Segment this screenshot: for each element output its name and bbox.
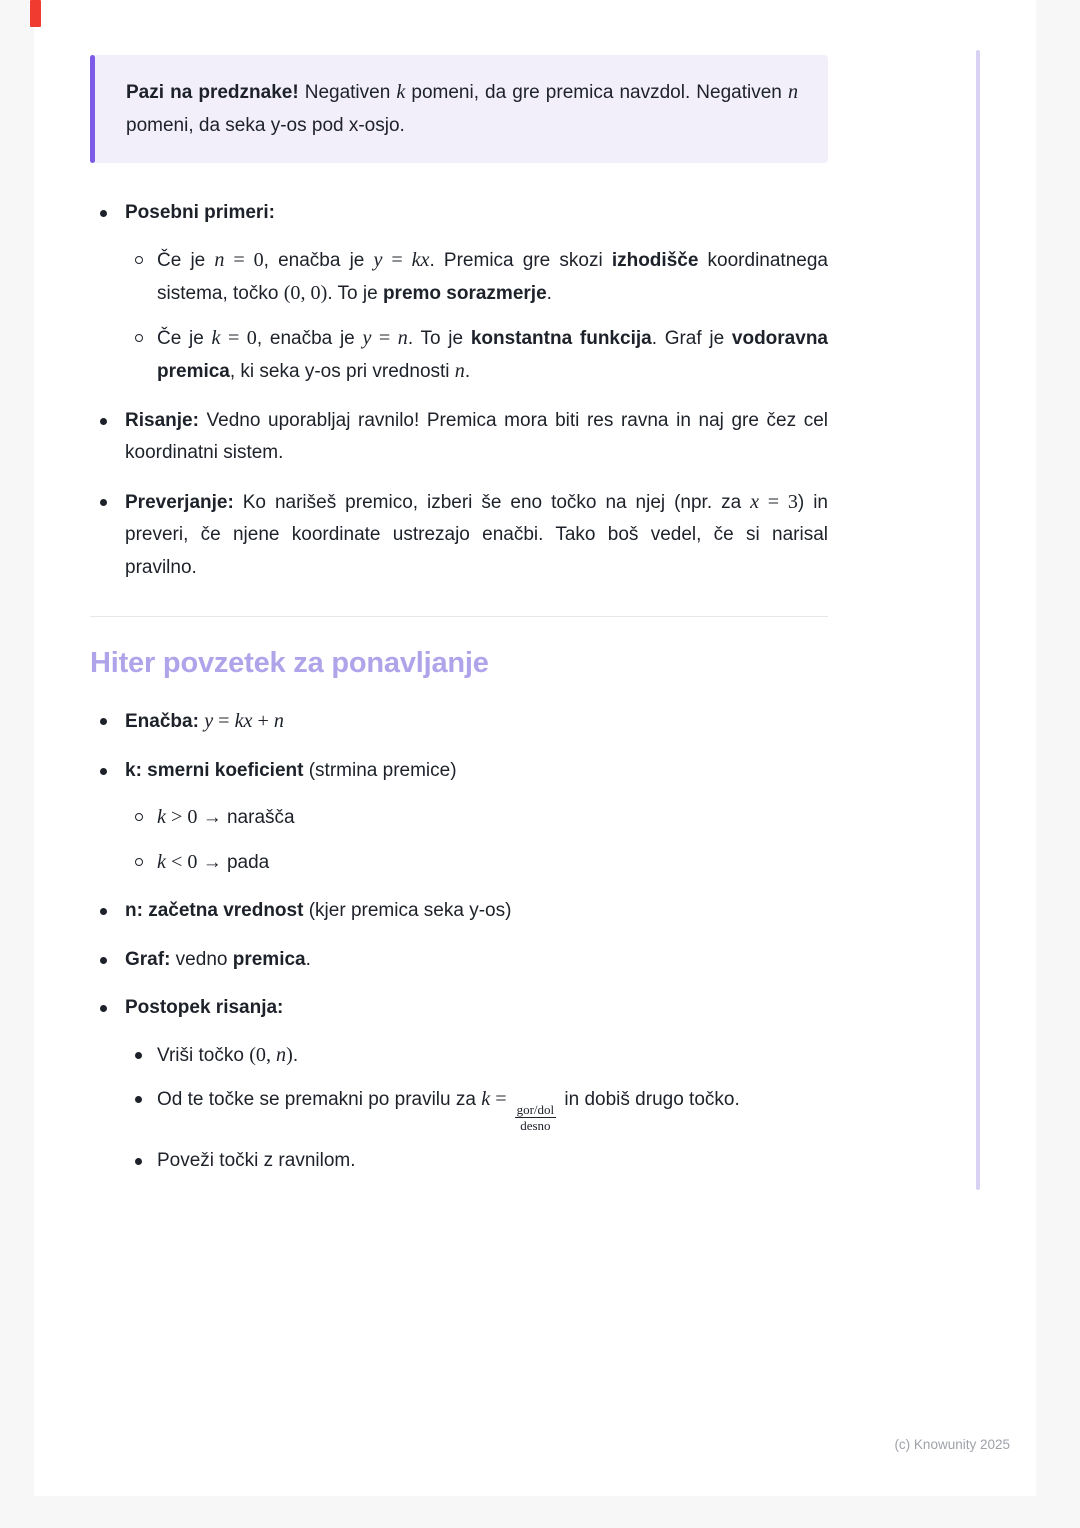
callout-segment: Negativen <box>298 82 397 103</box>
bullet-icon <box>100 718 107 725</box>
circle-bullet-icon <box>135 813 143 821</box>
item-label: Risanje: <box>125 409 199 431</box>
math-expr: > 0 <box>165 806 198 828</box>
list-item-smerni-koeficient <box>90 755 828 880</box>
math-var: n <box>787 81 798 103</box>
item-label: Graf: <box>125 948 171 970</box>
vertical-accent-line <box>976 50 980 1190</box>
footer-credit: (c) Knowunity 2025 <box>894 1437 1010 1452</box>
math-var: k <box>211 326 221 349</box>
item-label: Postopek risanja: <box>125 997 284 1018</box>
red-bookmark-marker <box>30 0 41 27</box>
text-segment: → pada <box>197 851 270 873</box>
text-segment: (strmina premice) <box>303 759 457 781</box>
math-expr: = <box>490 1088 512 1110</box>
callout-bold: Pazi na predznake! <box>126 82 299 103</box>
fraction-numerator: gor/dol <box>516 1102 555 1117</box>
section-divider <box>90 616 828 617</box>
list-item-postopek-risanja <box>90 992 828 1177</box>
math-var: k <box>157 806 166 828</box>
text-segment: Poveži točki z ravnilom. <box>157 1149 356 1171</box>
list-item-enacba <box>90 705 828 739</box>
callout-accent-bar <box>90 55 95 163</box>
text-segment: . Premica gre skozi <box>429 249 612 271</box>
math-var: n <box>273 710 284 732</box>
fraction-denominator: desno <box>520 1118 551 1134</box>
text-segment: . <box>464 361 471 382</box>
document-content <box>90 55 828 1193</box>
text-segment: , enačba je <box>256 327 363 349</box>
text-segment: , enačba je <box>263 249 374 271</box>
sub-item-k-manjsi-0 <box>125 846 828 880</box>
math-var: k <box>396 81 406 103</box>
list-item-zacetna-vrednost <box>90 895 828 928</box>
text-segment: Ko narišeš premico, izberi še eno točko na njej (npr. za <box>233 491 751 513</box>
text-segment: Če je <box>157 327 212 349</box>
list-item-posebni-primeri <box>90 197 828 389</box>
math-var: k <box>157 850 166 873</box>
math-expr: ) <box>286 1043 293 1066</box>
summary-heading: Hiter povzetek za ponavljanje <box>90 647 489 679</box>
warning-callout <box>90 55 828 163</box>
sub-item-text <box>157 1145 828 1178</box>
math-expr: < 0 <box>165 850 198 873</box>
item-label: k: smerni koeficient <box>125 759 304 781</box>
circle-bullet-icon <box>135 256 143 264</box>
math-expr: = 3 <box>759 490 798 513</box>
bullet-icon <box>100 1005 107 1012</box>
math-expr: = <box>213 710 235 732</box>
bullet-icon <box>100 768 107 775</box>
list-item-preverjanje <box>90 486 828 585</box>
sub-item-text <box>157 244 828 311</box>
bullet-icon <box>100 418 107 425</box>
math-var: n <box>454 360 465 382</box>
circle-bullet-icon <box>135 858 143 866</box>
math-var: y <box>204 710 214 732</box>
sub-item-text <box>157 846 828 880</box>
text-segment: . To je <box>407 327 471 349</box>
math-var: n <box>276 1043 287 1066</box>
list-item-text <box>125 992 828 1025</box>
bullet-icon <box>100 210 107 217</box>
sub-item-text <box>157 1039 828 1073</box>
text-segment: , ki seka y-os pri vrednosti <box>229 361 455 382</box>
fraction <box>515 1102 557 1134</box>
bold-segment: premica <box>232 948 306 970</box>
callout-text <box>126 76 798 142</box>
text-segment: . <box>305 948 311 970</box>
callout-segment: pomeni, da gre premica navzdol. Negativen <box>405 82 788 103</box>
item-label: n: začetna vrednost <box>125 900 304 921</box>
math-var: kx <box>234 710 253 732</box>
bullet-icon <box>135 1158 142 1165</box>
text-segment: (kjer premica seka y-os) <box>303 900 512 921</box>
sub-item-text <box>157 322 828 389</box>
sub-item-n-enaka-0 <box>125 244 828 311</box>
sub-item-text <box>157 801 828 835</box>
math-var: kx <box>411 248 430 271</box>
sub-list <box>125 801 828 879</box>
sub-item-k-enaka-0 <box>125 322 828 389</box>
bold-segment: premo sorazmerje <box>382 283 547 304</box>
bullet-icon <box>135 1096 142 1103</box>
text-segment: . Graf je <box>651 327 732 349</box>
callout-segment: pomeni, da seka y-os pod x-osjo. <box>126 114 405 136</box>
notes-list <box>90 197 828 584</box>
bold-segment: konstantna funkcija <box>470 327 652 349</box>
text-segment: ) in preveri, če njene koordinate ustrezajo enačbi. Tako boš vedel, če si narisal pravilno. <box>125 491 828 578</box>
bold-segment: izhodišče <box>611 249 699 271</box>
math-expr: = 0 <box>220 326 257 349</box>
text-segment: . <box>546 283 552 304</box>
bullet-icon <box>135 1052 142 1059</box>
bullet-icon <box>100 957 107 964</box>
math-var: n <box>214 248 225 271</box>
math-expr: (0, 0) <box>283 282 328 304</box>
text-segment: → narašča <box>197 807 295 828</box>
math-expr: + <box>252 710 274 732</box>
text-segment: Vriši točko <box>157 1044 250 1066</box>
math-var: x <box>750 490 760 513</box>
math-expr: = <box>371 326 398 349</box>
bullet-icon <box>100 499 107 506</box>
sub-item-premik-po-pravilu <box>125 1083 828 1134</box>
text-segment: vedno <box>170 948 233 970</box>
sub-item-text <box>157 1083 828 1134</box>
item-label: Posebni primeri: <box>125 202 275 223</box>
text-segment: . <box>292 1044 299 1066</box>
list-item-text <box>125 755 828 788</box>
text-segment: Če je <box>157 249 215 271</box>
document-page <box>34 0 1036 1496</box>
sub-list <box>125 1039 828 1178</box>
list-item-text <box>125 197 828 230</box>
text-segment: in dobiš drugo točko. <box>559 1089 740 1110</box>
list-item-text <box>125 405 828 470</box>
list-item-text <box>125 895 828 928</box>
list-item-text <box>125 486 828 585</box>
math-expr: = 0 <box>224 248 264 271</box>
circle-bullet-icon <box>135 334 143 342</box>
text-segment: Od te točke se premakni po pravilu za <box>157 1089 482 1110</box>
math-expr: (0, <box>249 1043 277 1066</box>
list-item-graf <box>90 944 828 977</box>
list-item-text <box>125 705 828 739</box>
bold-segment: vodoravna premica <box>157 327 828 382</box>
sub-item-k-vecji-0 <box>125 801 828 835</box>
text-segment: Vedno uporabljaj ravnilo! Premica mora biti res ravna in naj gre čez cel koordinatni sistem. <box>125 409 828 463</box>
sub-item-povezi-tocki <box>125 1145 828 1178</box>
text-segment: koordinatnega sistema, točko <box>157 249 828 304</box>
list-item-risanje <box>90 405 828 470</box>
math-var: y <box>362 326 372 349</box>
text-segment: . To je <box>327 283 383 304</box>
math-var: k <box>481 1088 491 1110</box>
sub-item-vrisi-tocko <box>125 1039 828 1073</box>
item-label: Enačba: <box>125 711 199 732</box>
math-var: y <box>373 248 383 271</box>
sub-list <box>125 244 828 389</box>
bullet-icon <box>100 908 107 915</box>
summary-list <box>90 705 828 1177</box>
math-expr: = <box>382 248 412 271</box>
item-label: Preverjanje: <box>125 491 234 513</box>
math-var: n <box>397 326 408 349</box>
list-item-text <box>125 944 828 977</box>
